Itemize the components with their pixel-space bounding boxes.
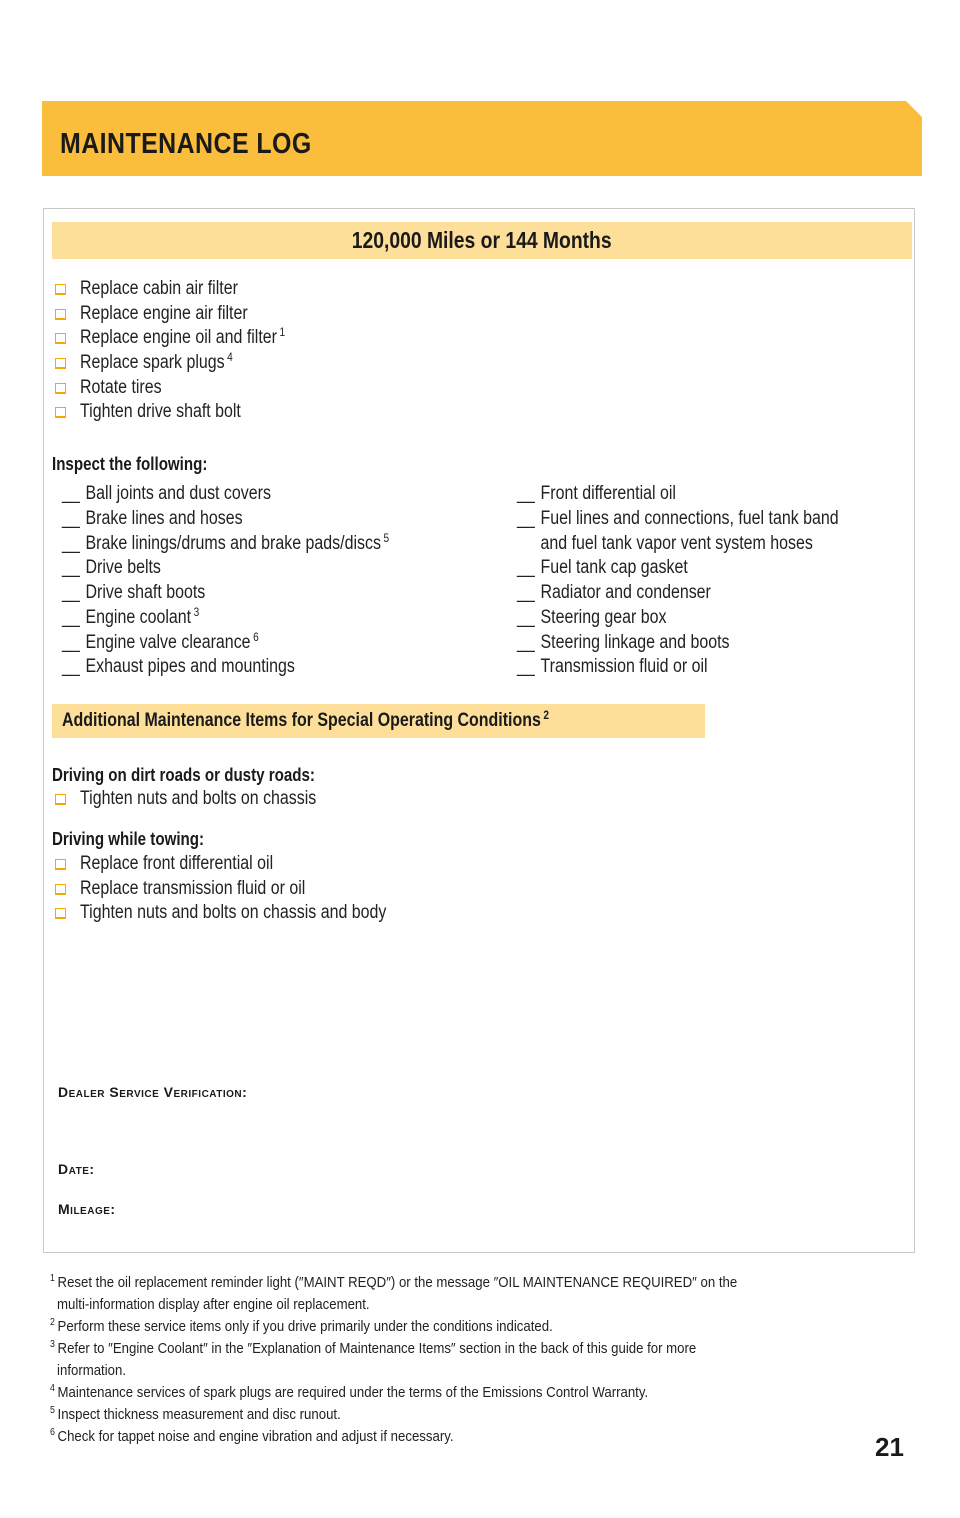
- inspect-item: __ Radiator and condenser: [517, 582, 711, 603]
- footnote-ref: 2: [543, 707, 550, 722]
- towing-heading: Driving while towing:: [52, 829, 205, 849]
- checklist-item[interactable]: [55, 277, 268, 301]
- dealer-verification-label: Dealer Service Verification:: [58, 1084, 248, 1100]
- checklist-item[interactable]: [55, 400, 272, 424]
- footnote-ref: 1: [279, 324, 286, 339]
- inspect-item: __ Brake linings/drums and brake pads/discs $^5$: [62, 530, 390, 554]
- checkbox-icon[interactable]: [55, 309, 66, 320]
- inspect-item: __ Exhaust pipes and mountings: [62, 656, 295, 677]
- inspect-item: __ Fuel tank cap gasket: [517, 557, 688, 578]
- footnote-ref: 5: [383, 530, 390, 545]
- dusty-roads-heading: Driving on dirt roads or dusty roads:: [52, 765, 315, 785]
- inspect-item: __ Drive shaft boots: [62, 582, 206, 603]
- checkbox-icon[interactable]: [55, 383, 66, 394]
- checkbox-icon[interactable]: [55, 794, 66, 805]
- checklist-item-text: Rotate tires: [80, 377, 162, 398]
- inspect-item: __ Engine coolant $^3$: [62, 604, 200, 628]
- checkbox-icon[interactable]: [55, 908, 66, 919]
- checkbox-icon[interactable]: [55, 333, 66, 344]
- footnotes: [50, 1272, 772, 1448]
- mileage-label: Mileage:: [58, 1201, 116, 1217]
- inspect-item-continuation: and fuel tank vapor vent system hoses: [540, 533, 813, 554]
- checklist-item-text: Replace engine air filter: [80, 303, 248, 324]
- footnote: $^3$ Refer to ″Engine Coolant″ in the ″Explanation of Maintenance Items″ section in the back of this guide for more: [50, 1339, 697, 1357]
- footnote: $^4$ Maintenance services of spark plugs are required under the terms of the Emissions Control Warranty.: [50, 1383, 649, 1401]
- footnote-continuation: multi-information display after engine oil replacement.: [57, 1296, 370, 1313]
- checklist-item[interactable]: [55, 901, 445, 925]
- checklist-item[interactable]: [55, 877, 348, 901]
- checklist-item-text: Replace cabin air filter: [80, 278, 238, 299]
- checklist-item[interactable]: [55, 351, 262, 375]
- inspect-item: __ Engine valve clearance $^6$: [62, 629, 259, 653]
- additional-title: Additional Maintenance Items for Special Operating Conditions $^2$: [62, 707, 550, 731]
- interval-title: [52, 222, 912, 259]
- checklist-item-text: Replace front differential oil: [80, 853, 274, 874]
- page-number: 21: [875, 1432, 904, 1462]
- inspect-item: __ Steering linkage and boots: [517, 632, 730, 653]
- checkbox-icon[interactable]: [55, 884, 66, 895]
- checklist-item-text: Tighten nuts and bolts on chassis and body: [80, 902, 387, 923]
- checklist-item-text: Tighten nuts and bolts on chassis: [80, 788, 317, 809]
- footnote-ref: 4: [227, 349, 233, 364]
- footnote: $^1$ Reset the oil replacement reminder light (″MAINT REQD″) or the message ″OIL MAINTENANCE REQUIRED″ on the: [50, 1273, 738, 1291]
- date-label: Date:: [58, 1161, 95, 1177]
- checklist-item[interactable]: [55, 376, 177, 400]
- checklist-item[interactable]: [55, 302, 280, 326]
- inspect-item: __ Fuel lines and connections, fuel tank band: [517, 508, 839, 529]
- inspect-item: __ Front differential oil: [517, 483, 676, 504]
- footnote-ref: 6: [253, 629, 259, 644]
- checkbox-icon[interactable]: [55, 358, 66, 369]
- footnote-ref: 3: [193, 604, 200, 619]
- interval-title-text: 120,000 Miles or 144 Months: [352, 227, 612, 253]
- inspect-item: __ Steering gear box: [517, 607, 667, 628]
- checkbox-icon[interactable]: [55, 407, 66, 418]
- checklist-item[interactable]: [55, 852, 310, 876]
- footnote: $^2$ Perform these service items only if you drive primarily under the conditions indicated.: [50, 1317, 553, 1335]
- footnote-continuation: information.: [57, 1362, 127, 1379]
- checklist-item-text: Replace transmission fluid or oil: [80, 878, 306, 899]
- footnote: $^5$ Inspect thickness measurement and disc runout.: [50, 1405, 341, 1423]
- checkbox-icon[interactable]: [55, 284, 66, 295]
- inspect-item: __ Transmission fluid or oil: [517, 656, 708, 677]
- inspect-heading: Inspect the following:: [52, 454, 208, 474]
- footnote: $^6$ Check for tappet noise and engine vibration and adjust if necessary.: [50, 1427, 454, 1445]
- inspect-item: __ Ball joints and dust covers: [62, 483, 271, 504]
- page-title: MAINTENANCE LOG: [60, 128, 312, 160]
- checklist-item-text: Replace spark plugs $^4$: [80, 349, 233, 373]
- checklist-item-text: Replace engine oil and filter $^1$: [80, 324, 286, 348]
- checklist-item[interactable]: [55, 326, 324, 350]
- checklist-item[interactable]: [55, 787, 361, 811]
- checklist-item-text: Tighten drive shaft bolt: [80, 401, 241, 422]
- inspect-item: __ Drive belts: [62, 557, 161, 578]
- inspect-item: __ Brake lines and hoses: [62, 508, 243, 529]
- checkbox-icon[interactable]: [55, 859, 66, 870]
